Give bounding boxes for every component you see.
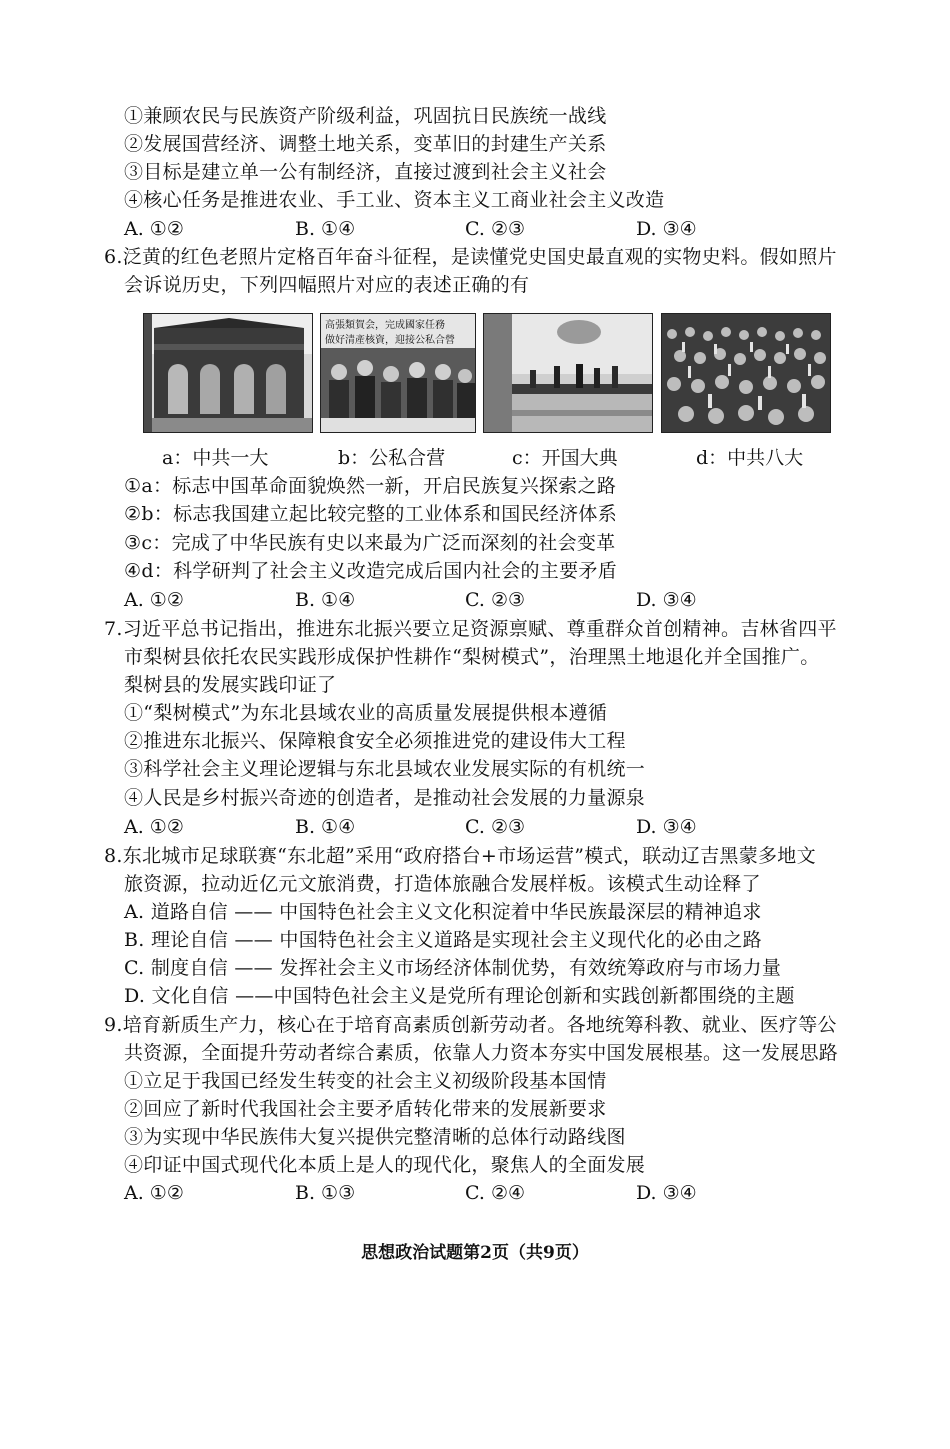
q8-choice-b[interactable]: B. 理论自信 —— 中国特色社会主义道路是实现社会主义现代化的必由之路 xyxy=(124,929,762,951)
q5-options xyxy=(0,215,950,243)
q9-stem-line-2: 共资源，全面提升劳动者综合素质，依靠人力资本夯实中国发展根基。这一发展思路 xyxy=(124,1042,839,1064)
q5-statement-3: ③目标是建立单一公有制经济，直接过渡到社会主义社会 xyxy=(124,161,607,183)
q6-option-b[interactable]: B. ①④ xyxy=(295,589,356,611)
q5-statement-4: ④核心任务是推进农业、手工业、资本主义工商业社会主义改造 xyxy=(124,189,665,211)
q9-statement-1: ①立足于我国已经发生转变的社会主义初级阶段基本国情 xyxy=(124,1070,607,1092)
q9-option-b[interactable]: B. ①③ xyxy=(295,1182,356,1204)
q6-photo-strip xyxy=(143,313,831,433)
q7-option-d[interactable]: D. ③④ xyxy=(636,816,697,838)
q6-stem-line-1: 6.泛黄的红色老照片定格百年奋斗征程，是读懂党史国史最直观的实物史料。假如照片 xyxy=(104,246,837,268)
q5-option-c[interactable]: C. ②③ xyxy=(465,218,526,240)
svg-text:做好清產核資，迎接公私合營: 做好清產核資，迎接公私合營 xyxy=(325,335,455,346)
q6-stem-line-2: 会诉说历史，下列四幅照片对应的表述正确的有 xyxy=(124,274,530,296)
photo-c-founding-ceremony xyxy=(483,313,653,433)
q5-statement-2: ②发展国营经济、调整土地关系，变革旧的封建生产关系 xyxy=(124,133,607,155)
q9-options xyxy=(0,1179,950,1207)
q6-option-a[interactable]: A. ①② xyxy=(124,589,184,611)
q7-option-c[interactable]: C. ②③ xyxy=(465,816,526,838)
caption-a: a：中共一大 xyxy=(162,447,269,469)
q7-option-b[interactable]: B. ①④ xyxy=(295,816,356,838)
q8-choice-d[interactable]: D. 文化自信 ——中国特色社会主义是党所有理论创新和实践创新都围绕的主题 xyxy=(124,985,795,1007)
q7-statement-4: ④人民是乡村振兴奇迹的创造者，是推动社会发展的力量源泉 xyxy=(124,787,646,809)
q9-option-c[interactable]: C. ②④ xyxy=(465,1182,526,1204)
q6-photo-captions xyxy=(0,444,950,472)
q6-option-d[interactable]: D. ③④ xyxy=(636,589,697,611)
q7-statement-2: ②推进东北振兴、保障粮食安全必须推进党的建设伟大工程 xyxy=(124,730,626,752)
caption-d: d：中共八大 xyxy=(696,447,804,469)
q9-option-a[interactable]: A. ①② xyxy=(124,1182,184,1204)
q7-stem-line-3: 梨树县的发展实践印证了 xyxy=(124,674,337,696)
q7-options xyxy=(0,813,950,841)
q9-stem-line-1: 9.培育新质生产力，核心在于培育高素质创新劳动者。各地统筹科教、就业、医疗等公 xyxy=(104,1014,837,1036)
page-footer: 思想政治试题第2页（共9页） xyxy=(361,1243,589,1263)
q5-statement-1: ①兼顾农民与民族资产阶级利益，巩固抗日民族统一战线 xyxy=(124,105,607,127)
q9-option-d[interactable]: D. ③④ xyxy=(636,1182,697,1204)
q6-option-c[interactable]: C. ②③ xyxy=(465,589,526,611)
caption-c: c：开国大典 xyxy=(512,447,618,469)
q7-stem-line-2: 市梨树县依托农民实践形成保护性耕作“梨树模式”，治理黑土地退化并全国推广。 xyxy=(124,646,820,668)
photo-d-eighth-congress xyxy=(661,313,831,433)
q7-option-a[interactable]: A. ①② xyxy=(124,816,184,838)
photo-b-joint-ownership-meeting xyxy=(320,313,476,433)
q8-choice-c[interactable]: C. 制度自信 —— 发挥社会主义市场经济体制优势，有效统筹政府与市场力量 xyxy=(124,957,782,979)
q7-statement-3: ③科学社会主义理论逻辑与东北县域农业发展实际的有机统一 xyxy=(124,758,646,780)
q6-statement-3: ③c：完成了中华民族有史以来最为广泛而深刻的社会变革 xyxy=(124,532,616,554)
q9-statement-4: ④印证中国式现代化本质上是人的现代化，聚焦人的全面发展 xyxy=(124,1154,646,1176)
q8-stem-line-2: 旅资源，拉动近亿元文旅消费，打造体旅融合发展样板。该模式生动诠释了 xyxy=(124,873,761,895)
q6-statement-2: ②b：标志我国建立起比较完整的工业体系和国民经济体系 xyxy=(124,503,617,525)
photo-b-banner-text: 高張類賀会，完成國家任務 xyxy=(325,320,445,331)
q7-statement-1: ①“梨树模式”为东北县域农业的高质量发展提供根本遵循 xyxy=(124,702,608,724)
q6-options xyxy=(0,586,950,614)
q6-statement-1: ①a：标志中国革命面貌焕然一新，开启民族复兴探索之路 xyxy=(124,475,617,497)
photo-a-first-congress-building xyxy=(143,313,313,433)
q6-statement-4: ④d：科学研判了社会主义改造完成后国内社会的主要矛盾 xyxy=(124,560,617,582)
q5-option-a[interactable]: A. ①② xyxy=(124,218,184,240)
caption-b: b：公私合营 xyxy=(338,447,446,469)
q8-choice-a[interactable]: A. 道路自信 —— 中国特色社会主义文化积淀着中华民族最深层的精神追求 xyxy=(124,901,762,923)
q5-option-b[interactable]: B. ①④ xyxy=(295,218,356,240)
q9-statement-2: ②回应了新时代我国社会主要矛盾转化带来的发展新要求 xyxy=(124,1098,607,1120)
q5-option-d[interactable]: D. ③④ xyxy=(636,218,697,240)
q9-statement-3: ③为实现中华民族伟大复兴提供完整清晰的总体行动路线图 xyxy=(124,1126,626,1148)
q8-stem-line-1: 8.东北城市足球联赛“东北超”采用“政府搭台+市场运营”模式，联动辽吉黑蒙多地文 xyxy=(104,845,816,867)
q7-stem-line-1: 7.习近平总书记指出，推进东北振兴要立足资源禀赋、尊重群众首创精神。吉林省四平 xyxy=(104,618,837,640)
